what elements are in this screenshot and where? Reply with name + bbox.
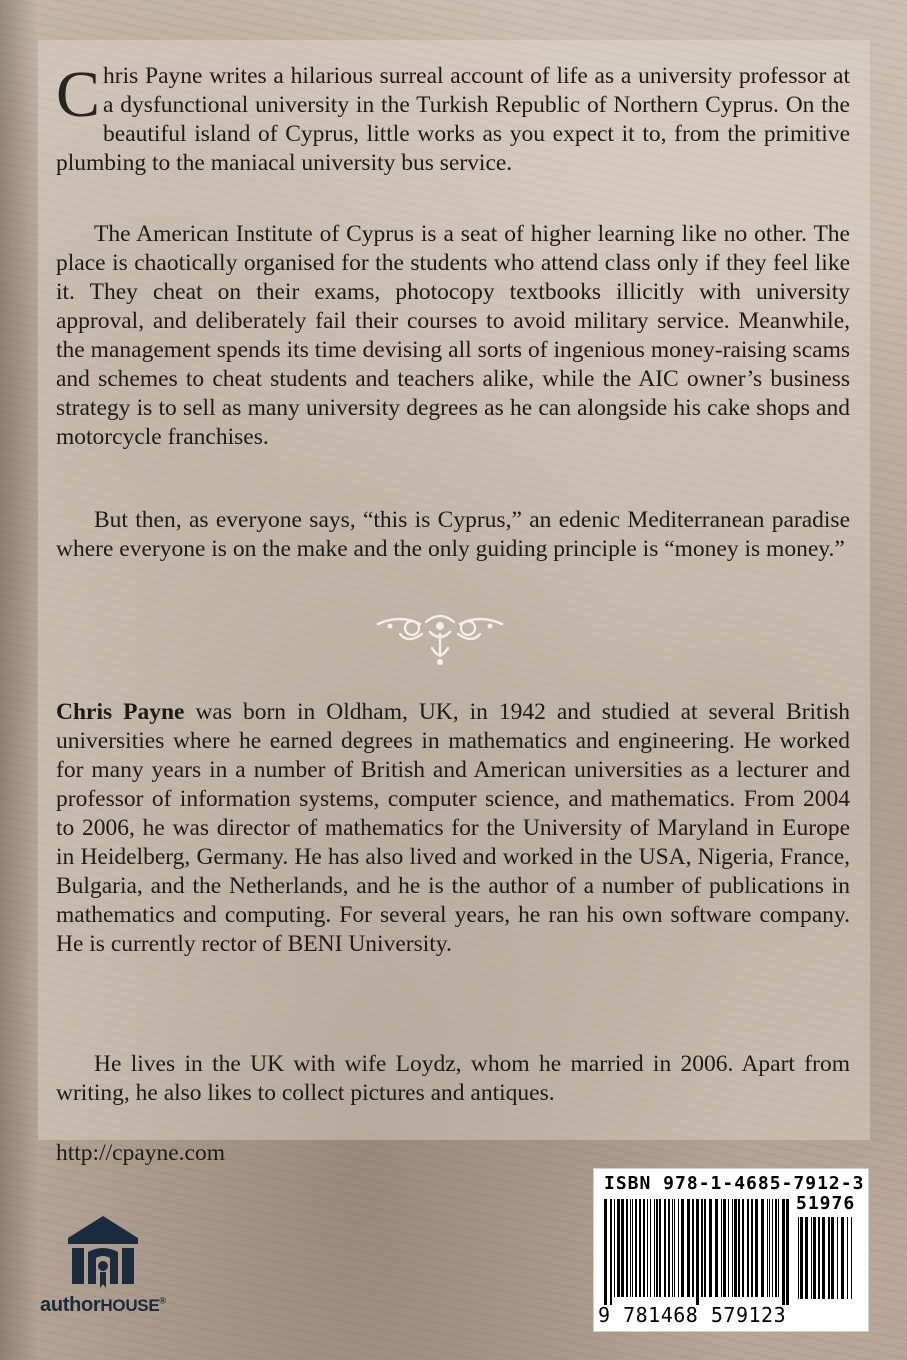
barcode-bar [772,1199,773,1297]
ornament-divider-icon [370,604,510,668]
drop-cap: C [56,58,101,131]
ean-barcode-bars [602,1199,792,1305]
bio-paragraph-2: He lives in the UK with wife Loydz, whom he married in 2006. Apart from writing, he also likes to collect pictures and antiques. [56,1051,850,1106]
barcode-bar [674,1199,675,1297]
barcode-bar [610,1199,612,1305]
barcode-bar [738,1199,740,1297]
barcode-bar [614,1199,615,1297]
barcode-bar [696,1199,699,1305]
bio-paragraph-1-text: was born in Oldham, UK, in 1942 and studied at several British universities where he earned degrees in mathematics and engineering. He worked for many years in a number of British and American universities as a lecturer and professor of information systems, computer science, and mathematics. From 2004 to 2006, he was director of mathematics for the University of Maryland in Europe in Heidelberg, Germany. He has also lived and worked in the USA, Nigeria, France, Bulgaria, and the Netherlands, and he is the author of a number of publications in mathematics and computing. For several years, he ran his own software company. He is currently rector of BENI University. [56,699,851,957]
barcode-bar [647,1199,648,1297]
barcode-bar [747,1199,749,1297]
barcode-bar [701,1199,703,1297]
barcode-bar [643,1199,645,1297]
barcode-bar [630,1199,631,1297]
barcode-bar [811,1217,812,1299]
ean-digits: 9 781468 579123 [598,1303,787,1327]
barcode-bar [813,1217,816,1299]
barcode-bar [841,1217,844,1299]
author-name: Chris Payne [56,699,185,725]
barcode-bar [650,1199,651,1297]
barcode-bar [769,1199,770,1297]
barcode-bar [704,1199,706,1297]
author-website-link[interactable]: http://cpayne.com [56,1140,226,1166]
barcode-bar [687,1199,690,1297]
isbn-number: ISBN 978-1-4685-7912-3 [604,1173,865,1194]
barcode-bar [831,1217,834,1299]
barcode-bar [632,1199,633,1297]
barcode-bar [692,1199,694,1297]
barcode-bar [617,1199,620,1297]
barcode-bar [639,1199,641,1297]
barcode-bar [681,1199,684,1297]
barcode-bar [800,1217,803,1299]
barcode-bar [635,1199,637,1297]
barcode-bar [782,1199,785,1305]
barcode-bar [847,1217,848,1299]
barcode-bar [678,1199,679,1297]
addon-barcode-bars [796,1217,858,1299]
barcode-bar [822,1217,825,1299]
bio-paragraph-1 [56,698,850,959]
barcode-bar [837,1217,838,1299]
barcode-bar [654,1199,655,1297]
barcode-bar [755,1199,758,1297]
barcode-bar [715,1199,718,1297]
barcode-bar [851,1217,852,1299]
authorhouse-logo-icon [64,1212,142,1290]
isbn-barcode [593,1168,869,1332]
barcode-bar [723,1199,726,1297]
barcode-bar [721,1199,722,1297]
barcode-bar [656,1199,658,1297]
blurb-paragraph-3: But then, as everyone says, “this is Cyprus,” an edenic Mediterranean paradise where everyone is on the make and the only guiding principle is “money is money.” [56,507,850,562]
barcode-bar [709,1199,712,1297]
background-edge-shadow [0,0,38,1360]
barcode-bar [778,1199,779,1297]
barcode-bar [672,1199,673,1297]
barcode-bar [798,1217,799,1299]
barcode-bar [828,1217,830,1299]
barcode-bar [767,1199,768,1297]
barcode-bar [732,1199,733,1297]
barcode-bar [742,1199,744,1297]
text-panel [38,40,870,1140]
barcode-bar [728,1199,729,1297]
barcode-bar [734,1199,737,1297]
barcode-bar [751,1199,753,1297]
blurb-paragraph-2: The American Institute of Cyprus is a seat of higher learning like no other. The place is chaotically organised for the students who attend class only if they feel like it. They cheat on their exams, photocopy textbooks illicitly with university approval, and deliberately fail their courses to avoid military service. Meanwhile, the management spends its time devising all sorts of ingenious money-raising scams and schemes to cheat students and teachers alike, while the AIC owner’s business strategy is to sell as many university degrees as he can alongside his cake shops and motorcycle franchises. [56,221,850,450]
barcode-bar [604,1199,607,1305]
barcode-bar [775,1199,777,1297]
blurb-paragraph-1 [56,58,850,178]
barcode-bar [621,1199,624,1297]
barcode-bar [761,1199,764,1297]
blurb-paragraph-1-text: hris Payne writes a hilarious surreal account of life as a university professor at a dysfunctional university in the Turkish Republic of Northern Cyprus. On the beautiful island of Cyprus, little works as you expect it to, from the primitive plumbing to the maniacal university bus service. [56,63,850,176]
barcode-bar [805,1217,808,1299]
barcode-bar [668,1199,670,1297]
barcode-bar [664,1199,666,1297]
publisher-name: authorHOUSE® [40,1294,166,1316]
barcode-bar [659,1199,661,1297]
barcode-bar [818,1217,820,1299]
barcode-bar [626,1199,628,1297]
price-code: 51976 [796,1193,856,1214]
barcode-bar [786,1199,789,1305]
